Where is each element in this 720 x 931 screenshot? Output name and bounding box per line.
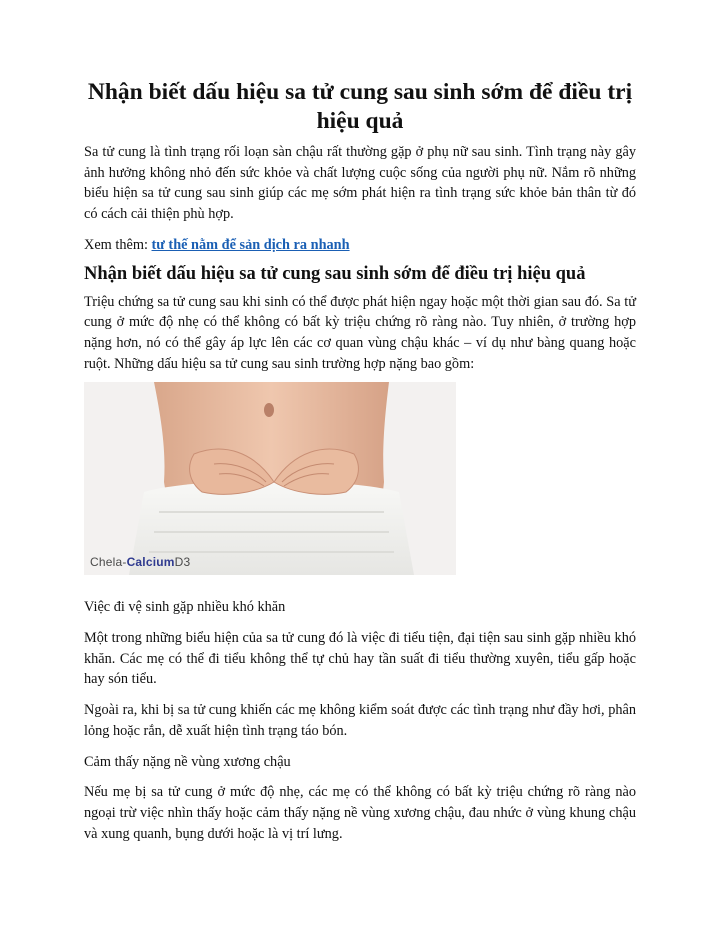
see-more-line <box>84 235 636 256</box>
paragraph-2: Ngoài ra, khi bị sa tử cung khiến các mẹ không kiểm soát được các tình trạng như đầy hơi, phân lỏng hoặc rắn, dễ xuất hiện tình trạng táo bón. <box>84 702 636 739</box>
subheading-2: Cảm thấy nặng nề vùng xương chậu <box>84 753 291 770</box>
intro-paragraph: Sa tử cung là tình trạng rối loạn sàn chậu rất thường gặp ở phụ nữ sau sinh. Tình trạng này gây ảnh hưởng không nhỏ đến sức khỏe và chất lượng cuộc sống của người phụ nữ. Nắm rõ những biểu hiện sa tử cung sau sinh giúp các mẹ sớm phát hiện ra tình trạng sức khỏe bản thân từ đó có cách cải thiện phù hợp. <box>84 144 636 223</box>
navel <box>264 403 274 417</box>
page-title: Nhận biết dấu hiệu sa tử cung sau sinh sớm để điều trị hiệu quả <box>87 79 633 134</box>
paragraph-1: Một trong những biểu hiện của sa tử cung đó là việc đi tiểu tiện, đại tiện sau sinh gặp nhiều khó khăn. Các mẹ có thể đi tiểu không thể tự chủ hay tần suất đi tiểu thường xuyên, tiểu gấp hoặc hay són tiểu. <box>84 630 636 688</box>
subheading-1: Việc đi vệ sinh gặp nhiều khó khăn <box>84 599 286 616</box>
section-heading: Nhận biết dấu hiệu sa tử cung sau sinh sớm để điều trị hiệu quả <box>84 263 586 284</box>
image-brand-watermark: Chela-CalciumD3 <box>90 555 191 570</box>
see-more-label: Xem thêm: <box>84 236 148 253</box>
article <box>84 78 636 844</box>
section-intro-paragraph: Triệu chứng sa tử cung sau khi sinh có thể được phát hiện ngay hoặc một thời gian sau đó. Sa tử cung ở mức độ nhẹ có thể không có bất kỳ triệu chứng rõ ràng nào. Tuy nhiên, ở trường hợp nặng hơn, nó có thể gây áp lực lên các cơ quan vùng chậu khác – ví dụ như bàng quang hoặc ruột. Những dấu hiệu sa tử cung sau sinh trường hợp nặng bao gồm: <box>84 293 636 372</box>
paragraph-3: Nếu mẹ bị sa tử cung ở mức độ nhẹ, các mẹ có thể không có bất kỳ triệu chứng rõ ràng nào ngoại trừ việc nhìn thấy hoặc cảm thấy nặng nề vùng xương chậu, đau nhức ở vùng khung chậu và xung quanh, bụng dưới hoặc là vị trí lưng. <box>84 784 636 842</box>
abdomen-photo-illustration <box>84 382 456 575</box>
see-more-link[interactable]: tư thế nằm để sản dịch ra nhanh <box>151 236 350 253</box>
article-photo <box>84 382 456 575</box>
